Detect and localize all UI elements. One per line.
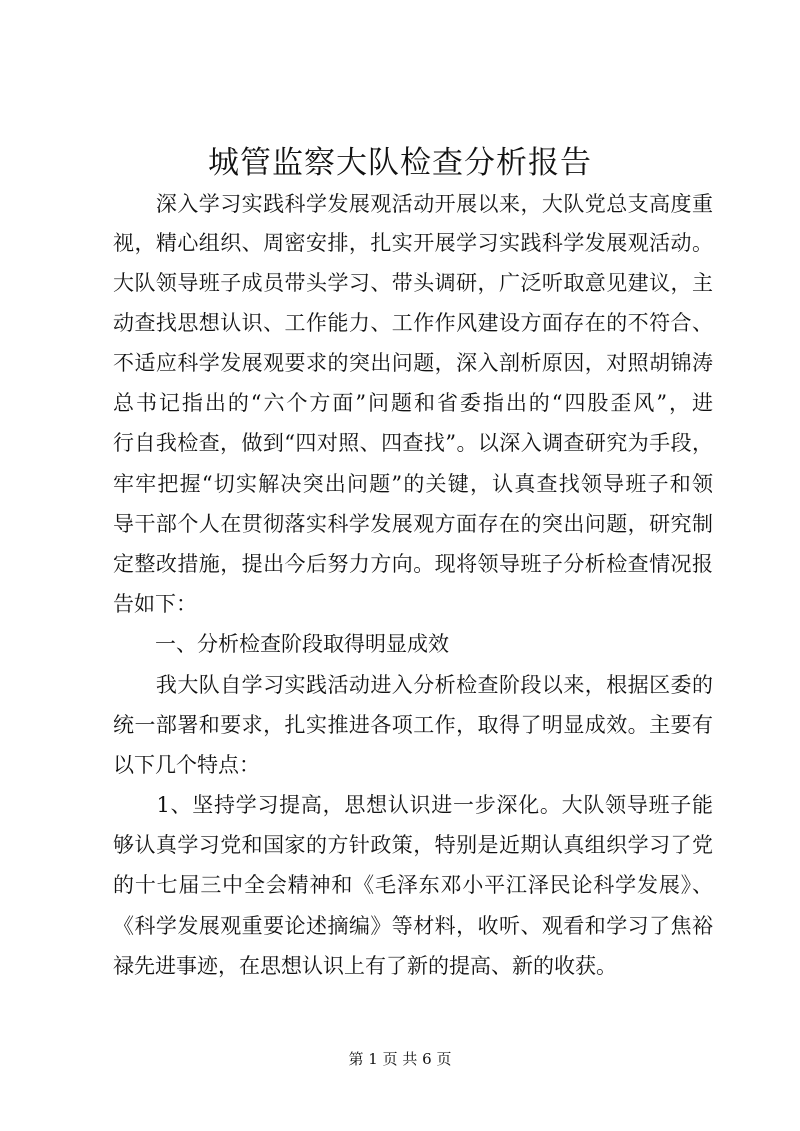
body-line: 以下几个特点： [113, 753, 260, 777]
document-title: 城管监察大队检查分析报告 [208, 145, 592, 181]
body-line: 定整改措施，提出今后努力方向。现将领导班子分析检查情况报 [113, 552, 713, 576]
body-line: 动查找思想认识、工作能力、工作作风建设方面存在的不符合、 [113, 311, 713, 335]
body-line: 统一部署和要求，扎实推进各项工作，取得了明显成效。主要有 [113, 713, 713, 737]
body-line: 的十七届三中全会精神和《毛泽东邓小平江泽民论科学发展》、 [113, 873, 713, 897]
body-line: 行自我检查，做到“四对照、四查找”。以深入调查研究为手段， [113, 431, 713, 455]
page-footer: 第 1 页 共 6 页 [348, 1050, 452, 1068]
body-line: 我大队自学习实践活动进入分析检查阶段以来，根据区委的 [113, 673, 713, 697]
section-heading: 一、分析检查阶段取得明显成效 [113, 632, 449, 656]
body-line: 不适应科学发展观要求的突出问题，深入剖析原因，对照胡锦涛 [113, 351, 713, 375]
body-line: 导干部个人在贯彻落实科学发展观方面存在的突出问题，研究制 [113, 512, 713, 536]
body-line: 大队领导班子成员带头学习、带头调研，广泛听取意见建议，主 [113, 271, 713, 295]
body-line: 1、坚持学习提高，思想认识进一步深化。大队领导班子能 [113, 793, 713, 817]
body-line: 深入学习实践科学发展观活动开展以来，大队党总支高度重 [113, 192, 713, 216]
body-line: 视，精心组织、周密安排，扎实开展学习实践科学发展观活动。 [113, 231, 713, 255]
body-line: 够认真学习党和国家的方针政策，特别是近期认真组织学习了党 [113, 833, 713, 857]
body-line: 《科学发展观重要论述摘编》等材料，收听、观看和学习了焦裕 [113, 914, 713, 938]
body-line: 牢牢把握“切实解决突出问题”的关键，认真查找领导班子和领 [113, 472, 713, 496]
body-line: 告如下： [113, 592, 197, 616]
body-line: 禄先进事迹，在思想认识上有了新的提高、新的收获。 [113, 954, 617, 978]
body-line: 总书记指出的“六个方面”问题和省委指出的“四股歪风”，进 [113, 391, 713, 415]
